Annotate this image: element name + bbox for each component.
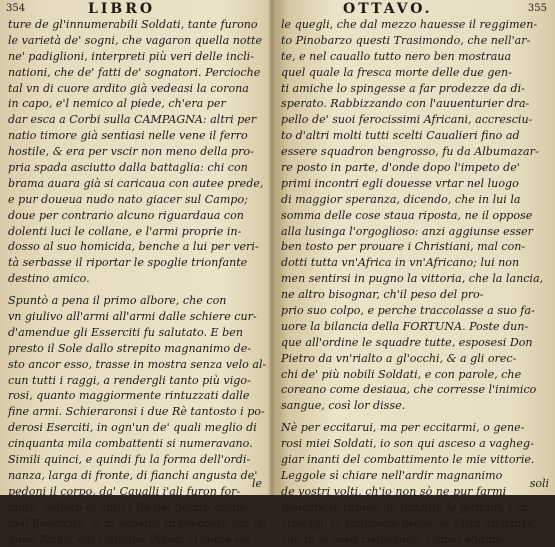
text-line: ben tosto per prouare i Christiani, mal con- — [281, 239, 549, 255]
text-line: tà serbasse il riportar le spoglie trionfante — [8, 255, 264, 271]
text-line: alla lusinga l'orgoglioso: anzi aggiunse esser — [281, 224, 549, 240]
text-line: uore la bilancia della FORTUNA. Poste dun- — [281, 319, 549, 335]
text-line: sto ancor esso, trasse in mostra senza velo al- — [8, 357, 264, 373]
left-catchword: le — [252, 477, 262, 490]
text-line: Leggole sì chiare nell'ardir magnanimo — [281, 468, 549, 484]
left-paragraph-2 — [8, 293, 264, 547]
text-line: pria spada asciutto dalla battaglia: chi con — [8, 160, 264, 176]
text-line: nell'Essercito, & al sinistro fu preposto dal Pa- — [8, 516, 264, 532]
text-line: pello de' suoi ferocissimi Africani, accresciu- — [281, 112, 549, 128]
text-line: nationi, che de' fatti de' sognatori. Percioche — [8, 65, 264, 81]
text-line: hostile, & era per vscir non meno della pro- — [8, 144, 264, 160]
text-line: che in sì vasti ristessimo, i quali stiamo — [281, 532, 549, 547]
text-line: prio suo colpo, e perche traccolasse a suo fa- — [281, 303, 549, 319]
text-line: rosi, quanto maggiormente rintuzzati dalle — [8, 388, 264, 404]
text-line: somma delle cose staua riposta, ne il oppose — [281, 208, 549, 224]
right-paragraph-2 — [281, 420, 549, 547]
left-paragraph-1 — [8, 17, 264, 287]
text-line: pensare le rapine, le libidini, le feritadi, i sa- — [281, 500, 549, 516]
text-line: to d'altri molti tutti scelti Caualieri fino ad — [281, 128, 549, 144]
text-line: dosso al suo homicida, benche a lui per veri- — [8, 239, 264, 255]
text-line: mate. Vollero la cura i Rè del destro corno — [8, 500, 264, 516]
text-line: in capo, e'l nemico al piede, ch'era per — [8, 96, 264, 112]
text-line: di maggior speranza, dicendo, che in lui la — [281, 192, 549, 208]
text-line: fine armi. Schieraronsi i due Rè tantosto i po- — [8, 404, 264, 420]
text-line: sangue, così lor disse. — [281, 398, 549, 414]
book-gutter — [268, 0, 276, 495]
right-paragraph-1 — [281, 17, 549, 414]
text-line: le quegli, che dal mezzo hauesse il reggimen- — [281, 17, 549, 33]
left-page-number: 354 — [6, 3, 25, 14]
right-page — [277, 0, 555, 495]
text-line: Simili quinci, e quindi fu la forma dell'ordi- — [8, 452, 264, 468]
text-line: giar inanti del combattimento le mie vittorie. — [281, 452, 549, 468]
text-line: vn giulivo all'armi all'armi dalle schiere cur- — [8, 309, 264, 325]
text-line: destino amico. — [8, 271, 264, 287]
text-line: te, e nel cauallo tutto nero ben mostraua — [281, 49, 549, 65]
text-line: d'amendue gli Esserciti fu salutato. E ben — [8, 325, 264, 341]
text-line: essere squadron bengrosso, fu da Albumazar- — [281, 144, 549, 160]
text-line: derosi Eserciti, in ogn'un de' quali meglio di — [8, 420, 264, 436]
text-line: tal vn di cuore ardito già vedeasi la corona — [8, 81, 264, 97]
text-line: ne' padiglioni, interpreti più veri delle incli- — [8, 49, 264, 65]
text-line: coreano come desiaua, che corresse l'inimico — [281, 382, 549, 398]
text-line: gano Zaido, dal Catolico Diana, sì come vol- — [8, 532, 264, 547]
text-line: men sentirsi in pugno la vittoria, che la lancia, — [281, 271, 549, 287]
text-line: dolenti luci le collane, e l'armi proprie in- — [8, 224, 264, 240]
text-line: crileggi, le prouincie prese, le Città distrutte, — [281, 516, 549, 532]
text-line: primi incontri egli douesse vrtar nel luogo — [281, 176, 549, 192]
text-line: ne altro bisognar, ch'il peso del pro- — [281, 287, 549, 303]
text-line: chi de' più nobili Soldati, e con parole, che — [281, 367, 549, 383]
text-line: brama auara già si caricaua con autee prede, — [8, 176, 264, 192]
right-page-header — [281, 2, 547, 18]
left-page-body — [8, 17, 264, 547]
text-line: doue per contrario alcuno riguardaua con — [8, 208, 264, 224]
text-line: dotti tutta vn'Africa in vn'Africano; lui non — [281, 255, 549, 271]
left-running-title: LIBRO — [88, 1, 155, 17]
text-line: ture de gl'innumerabili Soldati, tante furono — [8, 17, 264, 33]
right-page-body — [281, 17, 549, 547]
text-line: Pietro da vn'rialto a gl'occhi, & a gli orec- — [281, 351, 549, 367]
text-line: Nè per eccitarui, ma per eccitarmi, o gene- — [281, 420, 549, 436]
text-line: re posto in parte, d'onde dopo l'impeto de' — [281, 160, 549, 176]
text-line: natio timore già sentiasi nelle vene il ferro — [8, 128, 264, 144]
left-page-header — [6, 2, 264, 18]
left-page — [0, 0, 268, 495]
text-line: ti amiche lo spingesse a far prodezze da di- — [281, 81, 549, 97]
right-catchword: soli — [530, 477, 549, 490]
text-line: le varietà de' sogni, che vagaron quella notte — [8, 33, 264, 49]
right-page-number: 355 — [528, 3, 547, 14]
text-line: sperato. Rabbizzando con l'auuenturier dra- — [281, 96, 549, 112]
text-line: cinquanta mila combattenti si numeravano. — [8, 436, 264, 452]
text-line: rosi miei Soldati, io son qui asceso a vagheg- — [281, 436, 549, 452]
text-line: pedoni il corpo, da' Caualli i'ali furon for- — [8, 484, 264, 500]
text-line: dar esca a Corbi sulla CAMPAGNA: altri per — [8, 112, 264, 128]
text-line: Spuntò a pena il primo albore, che con — [8, 293, 264, 309]
text-line: e pur doueua nudo nato giacer sul Campo; — [8, 192, 264, 208]
text-line: to Pinobarzo questi Trasimondo, che nell'ar- — [281, 33, 549, 49]
text-line: de vostri volti, ch'io non sò ne pur farmi — [281, 484, 549, 500]
text-line: presto il Sole dallo strepito magnanimo de- — [8, 341, 264, 357]
text-line: nanza, larga di fronte, di fianchi angusta de' — [8, 468, 264, 484]
text-line: que all'ordine le squadre tutte, esposesi Don — [281, 335, 549, 351]
right-running-title: OTTAVO. — [343, 1, 432, 17]
text-line: cun tutti i raggi, a rendergli tanto più vigo- — [8, 373, 264, 389]
text-line: quel quale la fresca morte delle due gen- — [281, 65, 549, 81]
